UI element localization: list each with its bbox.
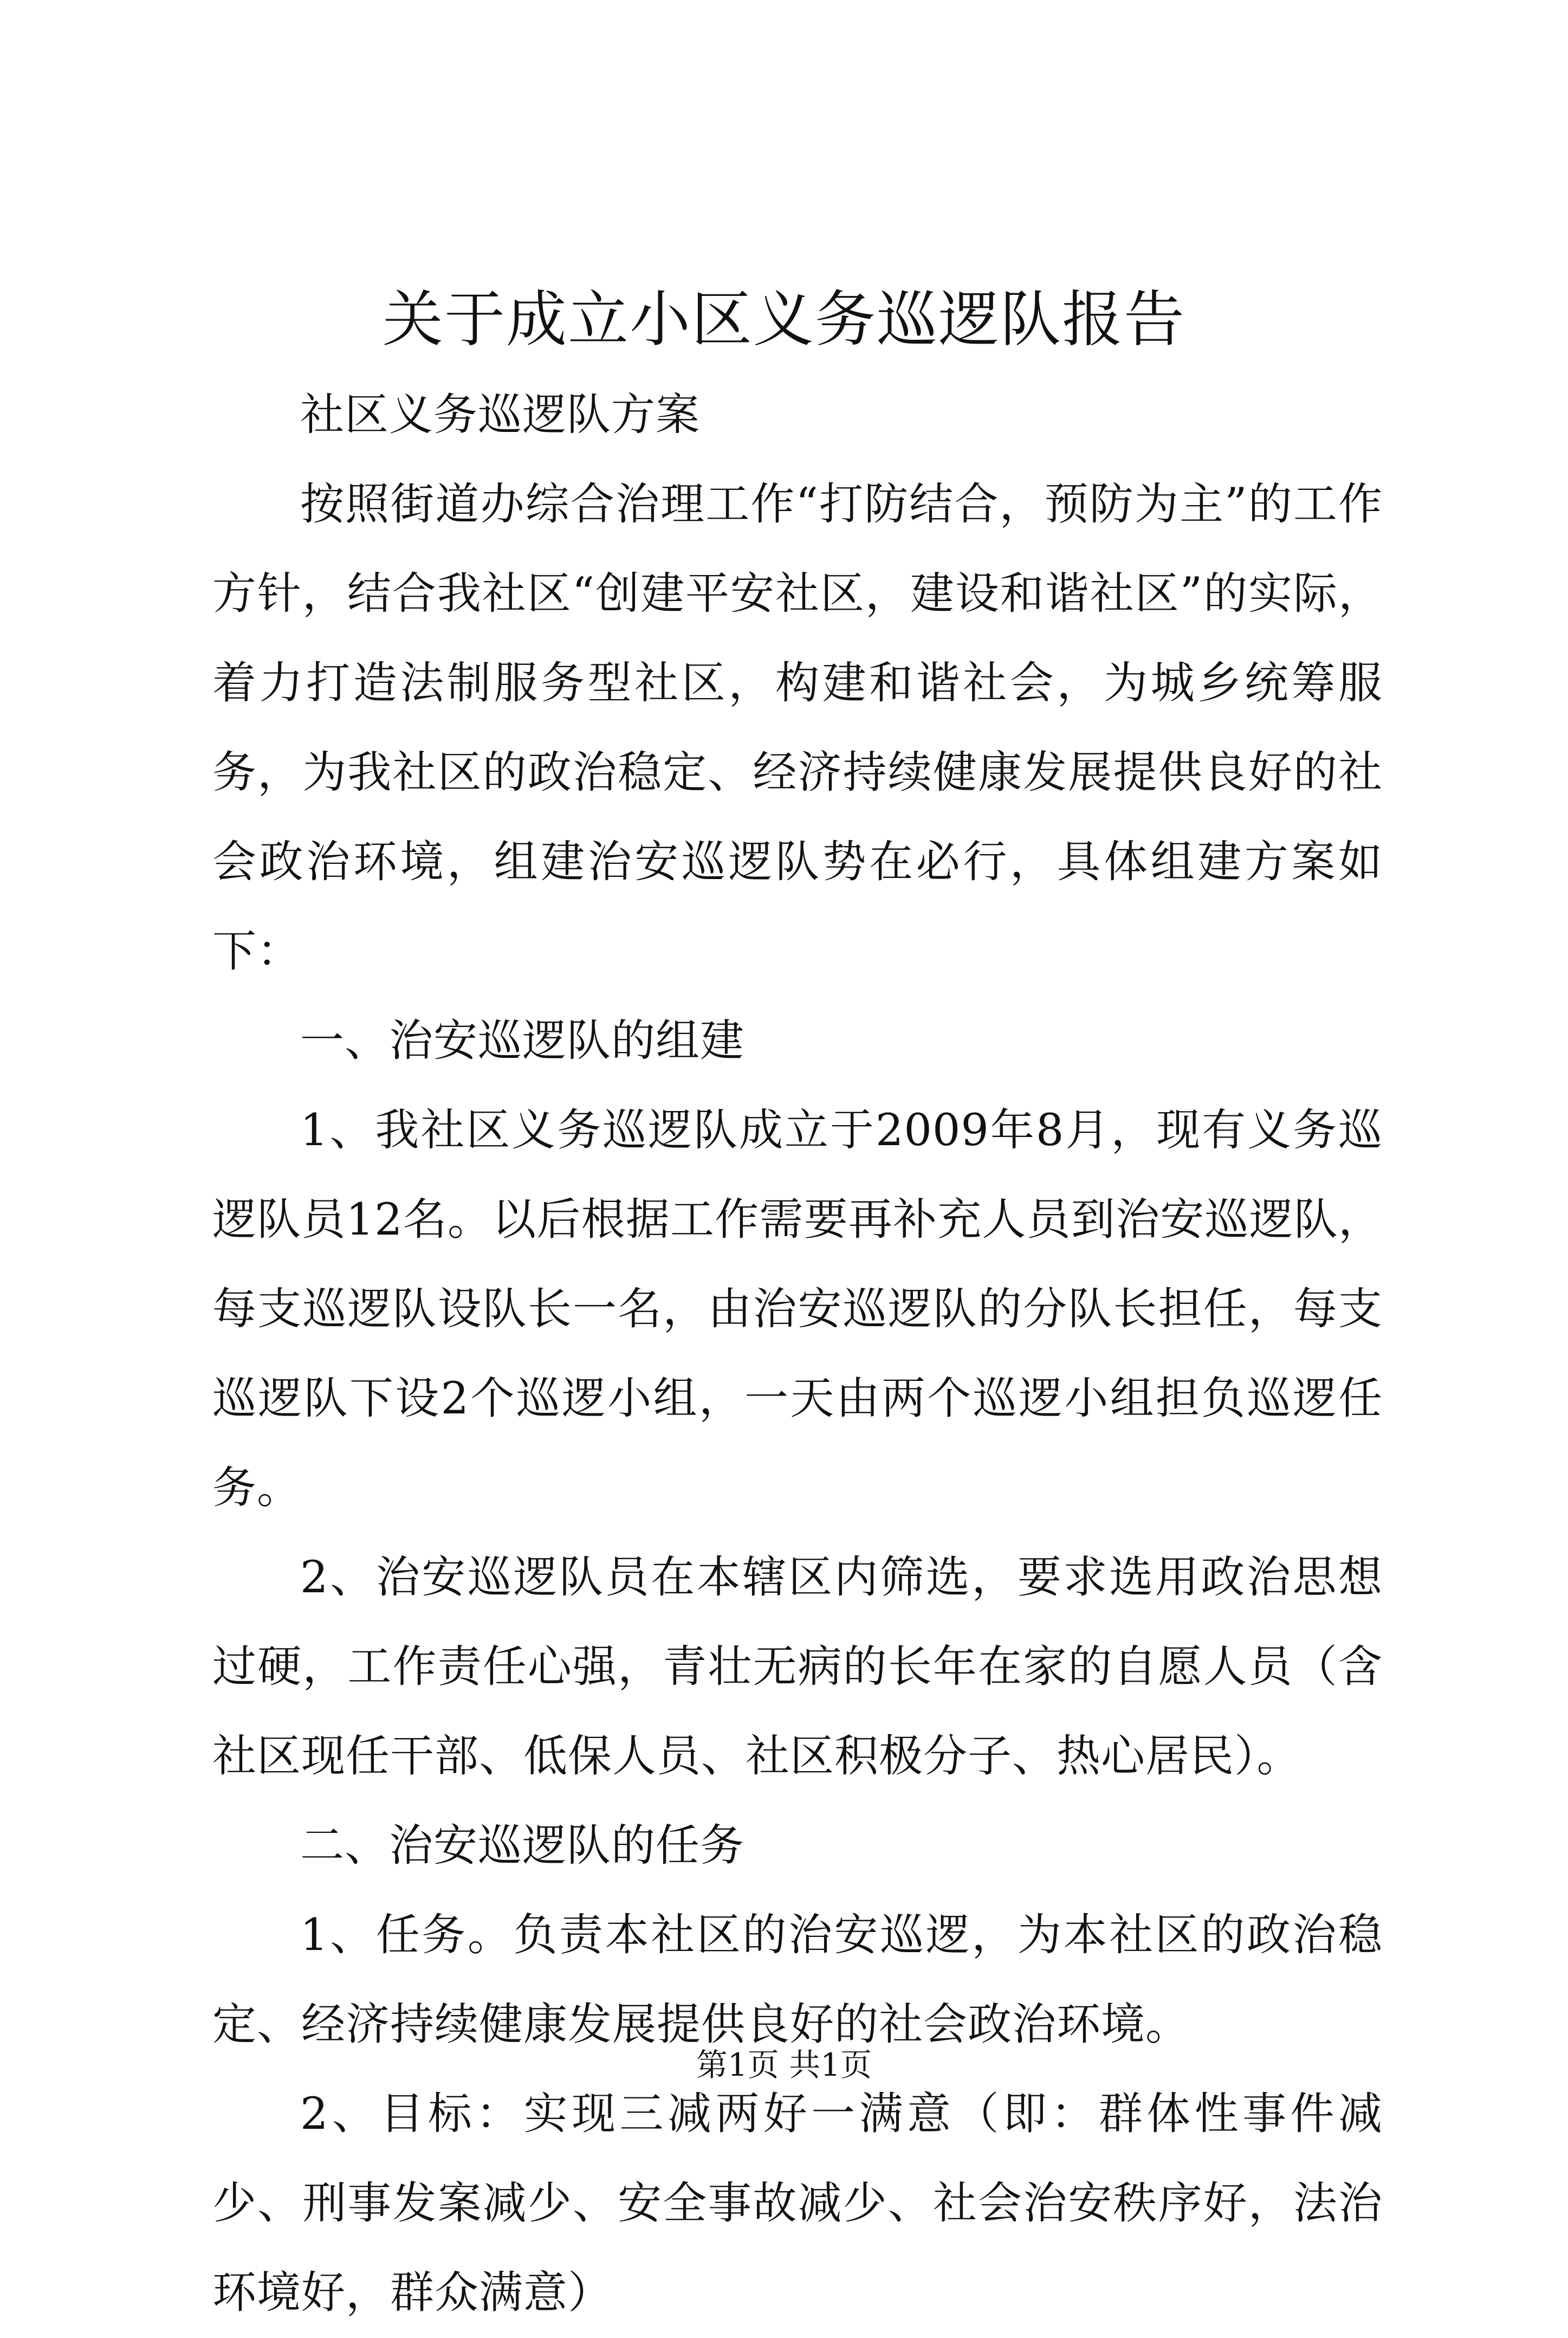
- paragraph-1-1: 1、我社区义务巡逻队成立于2009年8月，现有义务巡逻队员12名。以后根据工作需要再补充人员到治安巡逻队，每支巡逻队设队长一名，由治安巡逻队的分队长担任，每支巡逻队下设2个巡逻小组，一天由两个巡逻小组担负巡逻任务。: [212, 1105, 1383, 1514]
- document-title: 关于成立小区义务巡逻队报告: [383, 285, 1185, 355]
- paragraph-1-2: 2、治安巡逻队员在本辖区内筛选，要求选用政治思想过硬，工作责任心强，青壮无病的长年在家的自愿人员（含社区现任干部、低保人员、社区积极分子、热心居民）。: [212, 1552, 1383, 1782]
- paragraph-subtitle: 社区义务巡逻队方案: [300, 390, 701, 441]
- section-heading-1: 一、治安巡逻队的组建: [300, 1016, 745, 1067]
- section-heading-2: 二、治安巡逻队的任务: [300, 1820, 745, 1871]
- page-footer: 第1页 共1页: [696, 2046, 872, 2083]
- paragraph-2-2: 2、目标：实现三减两好一满意（即：群体性事件减少、刑事发案减少、安全事故减少、社会治安秩序好，法治环境好，群众满意）: [212, 2089, 1383, 2318]
- paragraph-2-1: 1、任务。负责本社区的治安巡逻，为本社区的政治稳定、经济持续健康发展提供良好的社会政治环境。: [212, 1910, 1383, 2050]
- paragraph-intro: 按照街道办综合治理工作“打防结合，预防为主”的工作方针，结合我社区“创建平安社区，建设和谐社区”的实际，着力打造法制服务型社区，构建和谐社会，为城乡统筹服务，为我社区的政治稳定、经济持续健康发展提供良好的社会政治环境，组建治安巡逻队势在必行，具体组建方案如下：: [212, 479, 1383, 977]
